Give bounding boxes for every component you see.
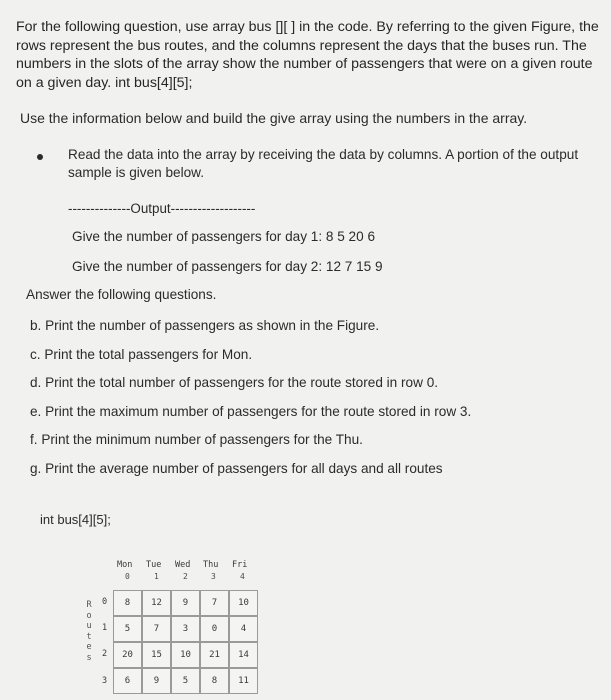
cell-r1-c1: 7 bbox=[142, 616, 171, 642]
col-index-1: 1 bbox=[154, 572, 159, 581]
bus-array-grid bbox=[113, 590, 258, 700]
day-header-tue: Tue bbox=[146, 560, 162, 570]
question-b: b. Print the number of passengers as shown in the Figure. bbox=[30, 318, 380, 333]
cell-r0-c3: 7 bbox=[200, 590, 229, 616]
routes-letter: R bbox=[86, 600, 92, 610]
row-index-1: 1 bbox=[102, 623, 108, 633]
output-header: --------------Output------------------- bbox=[68, 201, 256, 216]
day-header-thu: Thu bbox=[203, 560, 219, 570]
cell-r1-c3: 0 bbox=[200, 616, 229, 642]
row-index-0: 0 bbox=[102, 597, 108, 607]
routes-letter: o bbox=[86, 610, 92, 621]
question-f: f. Print the minimum number of passengers for the Thu. bbox=[30, 432, 363, 447]
cell-r3-c0: 6 bbox=[113, 668, 142, 694]
routes-letter: e bbox=[86, 642, 92, 652]
day-header-fri: Fri bbox=[232, 560, 248, 570]
bullet-icon bbox=[37, 154, 43, 160]
bullet-text: Read the data into the array by receiving the data by columns. A portion of the output sample is given below. bbox=[68, 147, 579, 180]
question-d: d. Print the total number of passengers for the route stored in row 0. bbox=[30, 375, 439, 390]
question-e: e. Print the maximum number of passengers for the route stored in row 3. bbox=[30, 404, 472, 419]
cell-r3-c3: 8 bbox=[200, 668, 229, 694]
col-index-4: 4 bbox=[240, 572, 245, 581]
cell-r3-c1: 9 bbox=[142, 668, 171, 694]
cell-r1-c0: 5 bbox=[113, 616, 142, 642]
cell-r1-c2: 3 bbox=[171, 616, 200, 642]
cell-r3-c4: 11 bbox=[229, 668, 258, 694]
cell-r3-c2: 5 bbox=[171, 668, 200, 694]
output-line-day1: Give the number of passengers for day 1: 8 5 20 6 bbox=[72, 229, 376, 244]
cell-r2-c0: 20 bbox=[113, 642, 142, 668]
routes-letter: u bbox=[86, 621, 92, 631]
cell-r0-c2: 9 bbox=[171, 590, 200, 616]
cell-r2-c4: 14 bbox=[229, 642, 258, 668]
routes-vertical-label bbox=[85, 600, 93, 663]
output-line-day2: Give the number of passengers for day 2: 12 7 15 9 bbox=[72, 259, 383, 274]
col-index-3: 3 bbox=[211, 572, 216, 581]
row-index-2: 2 bbox=[102, 649, 108, 659]
routes-letter: s bbox=[86, 652, 92, 663]
day-header-wed: Wed bbox=[175, 560, 191, 570]
cell-r0-c1: 12 bbox=[142, 590, 171, 616]
col-index-2: 2 bbox=[183, 572, 188, 581]
routes-letter: t bbox=[86, 631, 92, 642]
intro-paragraph: For the following question, use array bus [][ ] in the code. By referring to the given Figure, the rows represent the bus routes, and the columns represent the days that the buses run. The numbers in the slots of the array show the number of passengers that were on a given route on a given day. int bus[4][5]; bbox=[16, 19, 599, 91]
answer-heading: Answer the following questions. bbox=[26, 287, 217, 302]
cell-r2-c2: 10 bbox=[171, 642, 200, 668]
array-declaration: int bus[4][5]; bbox=[40, 512, 111, 527]
row-index-3: 3 bbox=[102, 676, 108, 686]
cell-r0-c4: 10 bbox=[229, 590, 258, 616]
day-header-mon: Mon bbox=[117, 560, 133, 570]
cell-r0-c0: 8 bbox=[113, 590, 142, 616]
instruction-line: Use the information below and build the give array using the numbers in the array. bbox=[20, 110, 528, 126]
cell-r2-c3: 21 bbox=[200, 642, 229, 668]
col-index-0: 0 bbox=[125, 572, 130, 581]
question-g: g. Print the average number of passengers for all days and all routes bbox=[30, 461, 443, 476]
cell-r2-c1: 15 bbox=[142, 642, 171, 668]
cell-r1-c4: 4 bbox=[229, 616, 258, 642]
question-c: c. Print the total passengers for Mon. bbox=[30, 347, 253, 362]
